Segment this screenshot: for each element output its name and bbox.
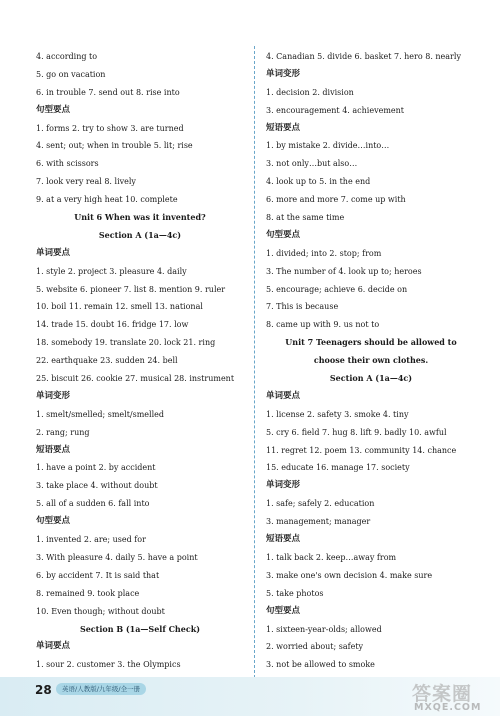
answer-line: 1. talk back 2. keep…away from [266, 552, 397, 562]
answer-line: 4. look up to 5. in the end [266, 177, 371, 187]
section-heading: 单词要点 [36, 247, 71, 258]
answer-line: 1. safe; safely 2. education [266, 499, 375, 509]
answer-line: 3. encouragement 4. achievement [266, 105, 405, 115]
answer-line: 6. in trouble 7. send out 8. rise into [36, 87, 180, 97]
section-heading: 句型要点 [36, 516, 71, 527]
answer-line: 14. trade 15. doubt 16. fridge 17. low [36, 320, 189, 330]
section-heading: 单词变形 [266, 68, 301, 79]
section-heading: 单词要点 [36, 641, 71, 652]
answer-line: 5. website 6. pioneer 7. list 8. mention 9. ruler [36, 284, 226, 294]
answer-line: 2. worried about; safety [266, 642, 364, 652]
answer-line: 8. at the same time [266, 213, 345, 223]
section-heading: 单词变形 [36, 390, 71, 401]
answer-line: 3. With pleasure 4. daily 5. have a point [36, 552, 198, 562]
unit-title: Unit 7 Teenagers should be allowed to [285, 337, 457, 348]
answer-line: 5. all of a sudden 6. fall into [36, 499, 150, 509]
answer-line: 4. sent; out; when in trouble 5. lit; rise [36, 141, 193, 151]
section-heading: 单词要点 [266, 390, 301, 401]
answer-line: 3. take place 4. without doubt [36, 481, 158, 491]
answer-line: 1. have a point 2. by accident [36, 463, 156, 473]
answer-line: 9. at a very high heat 10. complete [36, 195, 178, 205]
answer-line: 1. by mistake 2. divide…into… [266, 141, 390, 151]
watermark-logo: 答案圈 [412, 683, 473, 705]
answer-line: 15. educate 16. manage 17. society [266, 463, 410, 473]
unit-title: Unit 6 When was it invented? [74, 212, 206, 223]
answer-line: 4. according to [36, 52, 98, 61]
answer-line: 6. more and more 7. come up with [266, 195, 406, 205]
answer-line: 1. sour 2. customer 3. the Olympics [36, 660, 181, 670]
section-heading: 短语要点 [266, 122, 301, 133]
answer-line: 1. invented 2. are; used for [36, 535, 146, 545]
section-heading: 短语要点 [266, 534, 301, 545]
answer-line: 5. go on vacation [36, 69, 106, 79]
answer-line: 7. This is because [266, 302, 339, 312]
section-heading: 短语要点 [36, 444, 71, 455]
unit-title: Section B (1a—Self Check) [79, 623, 201, 634]
answer-line: 8. remained 9. took place [36, 588, 140, 598]
answer-line: 11. regret 12. poem 13. community 14. chance [266, 445, 457, 455]
unit-title: choose their own clothes. [313, 355, 429, 366]
section-heading: 句型要点 [36, 104, 71, 115]
answer-line: 3. The number of 4. look up to; heroes [266, 266, 422, 276]
answer-line: 3. make one's own decision 4. make sure [266, 570, 433, 580]
answer-line: 6. by accident 7. It is said that [36, 570, 160, 580]
column-divider [254, 46, 255, 678]
page-number: 28 [35, 683, 52, 697]
unit-title: Section A (1a—4c) [98, 229, 182, 240]
left-column [36, 48, 244, 674]
answer-line: 1. divided; into 2. stop; from [266, 248, 382, 258]
answer-line: 1. license 2. safety 3. smoke 4. tiny [266, 409, 409, 419]
answer-line: 25. biscuit 26. cookie 27. musical 28. instrument [36, 374, 235, 384]
right-column [266, 48, 476, 674]
answer-line: 1. style 2. project 3. pleasure 4. daily [36, 266, 187, 276]
answer-line: 1. forms 2. try to show 3. are turned [36, 123, 184, 133]
answer-line: 8. came up with 9. us not to [266, 320, 380, 330]
answer-line: 7. look very real 8. lively [36, 177, 136, 187]
answer-line: 5. cry 6. field 7. hug 8. lift 9. badly 10. awful [266, 427, 447, 437]
answer-line: 18. somebody 19. translate 20. lock 21. ring [36, 338, 216, 348]
unit-title: Section A (1a—4c) [329, 373, 413, 384]
book-label: 英语/人教版/九年级/全一册 [56, 683, 146, 695]
answer-line: 1. sixteen-year-olds; allowed [266, 624, 382, 634]
answer-line: 5. encourage; achieve 6. decide on [266, 284, 408, 294]
answer-line: 10. Even though; without doubt [36, 606, 165, 616]
answer-line: 5. take photos [266, 588, 324, 598]
answer-line: 10. boil 11. remain 12. smell 13. national [36, 302, 203, 312]
watermark-url: MXQE.COM [414, 702, 482, 713]
answer-line: 3. not be allowed to smoke [266, 660, 375, 670]
section-heading: 句型要点 [266, 605, 301, 616]
answer-line: 4. Canadian 5. divide 6. basket 7. hero 8. nearly [266, 52, 461, 61]
answer-line: 1. decision 2. division [266, 87, 354, 97]
answer-line: 22. earthquake 23. sudden 24. bell [36, 356, 178, 366]
answer-line: 3. management; manager [266, 517, 371, 527]
answer-line: 6. with scissors [36, 159, 99, 169]
answer-line: 1. smelt/smelled; smelt/smelled [36, 409, 164, 419]
answer-line: 2. rang; rung [36, 427, 90, 437]
section-heading: 单词变形 [266, 480, 301, 491]
answer-line: 3. not only…but also… [266, 159, 358, 169]
section-heading: 句型要点 [266, 229, 301, 240]
